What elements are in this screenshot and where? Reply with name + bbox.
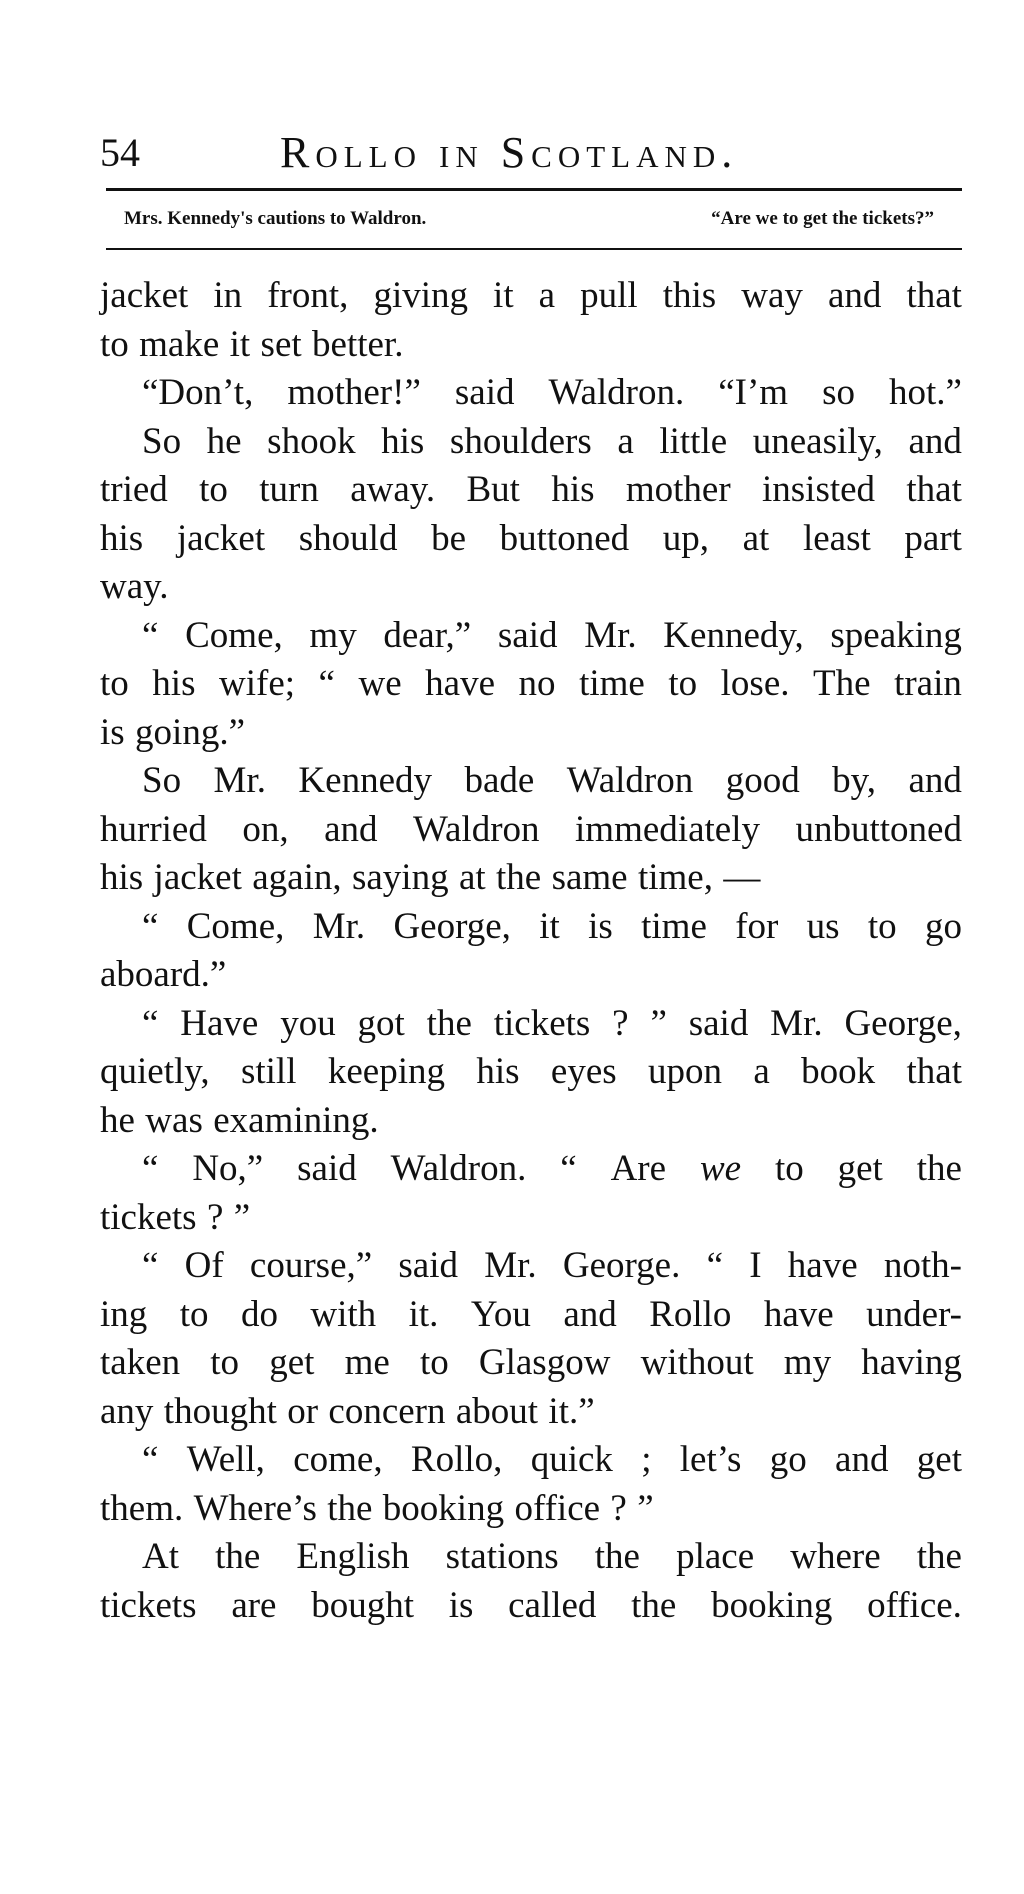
page-number: 54 — [100, 130, 140, 175]
text-line: “ Come, my dear,” said Mr. Kennedy, speaking — [142, 614, 962, 656]
text-line: ing to do with it. You and Rollo have under- — [100, 1293, 962, 1335]
text-line: hurried on, and Waldron immediately unbuttoned — [100, 808, 962, 850]
header-rule-top — [106, 188, 962, 191]
text-line: his jacket should be buttoned up, at least part — [100, 517, 962, 559]
text-line: aboard.” — [100, 954, 227, 995]
text-line: is going.” — [100, 711, 245, 753]
text-line: jacket in front, giving it a pull this way and that — [100, 275, 962, 316]
text-line: tried to turn away. But his mother insisted that — [100, 469, 962, 510]
text-line: he was examining. — [100, 1099, 379, 1141]
text-line: his jacket again, saying at the same time, — — [100, 857, 761, 898]
text-line: way. — [100, 566, 169, 607]
text-line: “ No,” said Waldron. “ Are we to get the — [142, 1148, 962, 1189]
text-line: “ Have you got the tickets ? ” said Mr. George, — [142, 1002, 962, 1044]
text-line: taken to get me to Glasgow without my having — [100, 1342, 962, 1383]
chapter-subheader — [106, 193, 962, 245]
text-line: any thought or concern about it.” — [100, 1390, 595, 1432]
body-text — [100, 272, 962, 1630]
text-line: to make it set better. — [100, 323, 404, 365]
text-line: “ Well, come, Rollo, quick ; let’s go and get — [142, 1439, 962, 1480]
text-line: tickets ? ” — [100, 1196, 251, 1238]
header-rule-bottom — [106, 248, 962, 250]
text-line: to his wife; “ we have no time to lose. The train — [100, 663, 962, 704]
subheader-right: “Are we to get the tickets?” — [711, 208, 934, 229]
text-line: At the English stations the place where the — [142, 1536, 962, 1577]
subheader-left: Mrs. Kennedy's cautions to Waldron. — [124, 208, 427, 229]
text-line: tickets are bought is called the booking office. — [100, 1584, 962, 1626]
text-line: “ Come, Mr. George, it is time for us to go — [142, 905, 962, 947]
text-line: So he shook his shoulders a little uneasily, and — [142, 420, 962, 462]
text-line: quietly, still keeping his eyes upon a book that — [100, 1051, 962, 1092]
text-line: “Don’t, mother!” said Waldron. “I’m so hot.” — [142, 372, 962, 413]
text-line: them. Where’s the booking office ? ” — [100, 1487, 654, 1529]
running-title: Rollo in Scotland. — [280, 128, 739, 177]
text-line: So Mr. Kennedy bade Waldron good by, and — [142, 760, 962, 801]
running-head — [100, 125, 962, 181]
text-line: “ Of course,” said Mr. George. “ I have noth- — [142, 1245, 962, 1286]
